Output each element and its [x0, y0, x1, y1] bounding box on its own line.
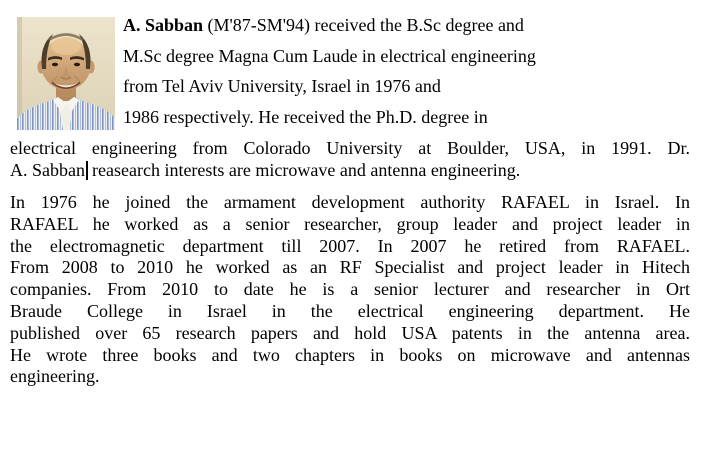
author-name: A. Sabban — [123, 15, 204, 35]
author-name-plain: A. Sabban — [10, 159, 85, 180]
text-line: Braude College in Israel in the electrical engineering department. He — [10, 300, 690, 321]
author-photo[interactable] — [17, 17, 115, 130]
text-line: electrical engineering from Colorado University at Boulder, USA, in 1991. Dr. — [10, 138, 690, 158]
bio-paragraph-1-rest[interactable] — [10, 138, 690, 182]
bio-paragraph-2[interactable] — [10, 192, 690, 388]
text-line: From 2008 to 2010 he worked as an RF Specialist and project leader in Hitech — [10, 257, 690, 278]
text-line: companies. From 2010 to date he is a senior lecturer and researcher in Ort — [10, 279, 690, 300]
text-line: the electromagnetic department till 2007. In 2007 he retired from RAFAEL. — [10, 235, 690, 256]
text-line: 1986 respectively. He received the Ph.D. degree in — [123, 106, 488, 127]
text-line — [10, 160, 690, 182]
text-line: He wrote three books and two chapters in books on microwave and antennas — [10, 344, 690, 365]
author-portrait-image — [17, 17, 115, 130]
text-line-rest: (M'87-SM'94) received the B.Sc degree and — [203, 15, 524, 35]
text-line: RAFAEL he worked as a senior researcher, group leader and project leader in — [10, 213, 690, 234]
text-line: engineering. — [10, 366, 100, 387]
text-line: published over 65 research papers and hold USA patents in the antenna area. — [10, 322, 690, 343]
text-line — [123, 10, 693, 41]
text-line: In 1976 he joined the armament development authority RAFAEL in Israel. In — [10, 192, 690, 212]
text-line: M.Sc degree Magna Cum Laude in electrical engineering — [123, 45, 536, 66]
text-line-rest: reasearch interests are microwave and antenna engineering. — [87, 159, 521, 180]
bio-paragraph-1-wrapped[interactable] — [123, 10, 693, 132]
text-line: from Tel Aviv University, Israel in 1976 and — [123, 76, 441, 96]
